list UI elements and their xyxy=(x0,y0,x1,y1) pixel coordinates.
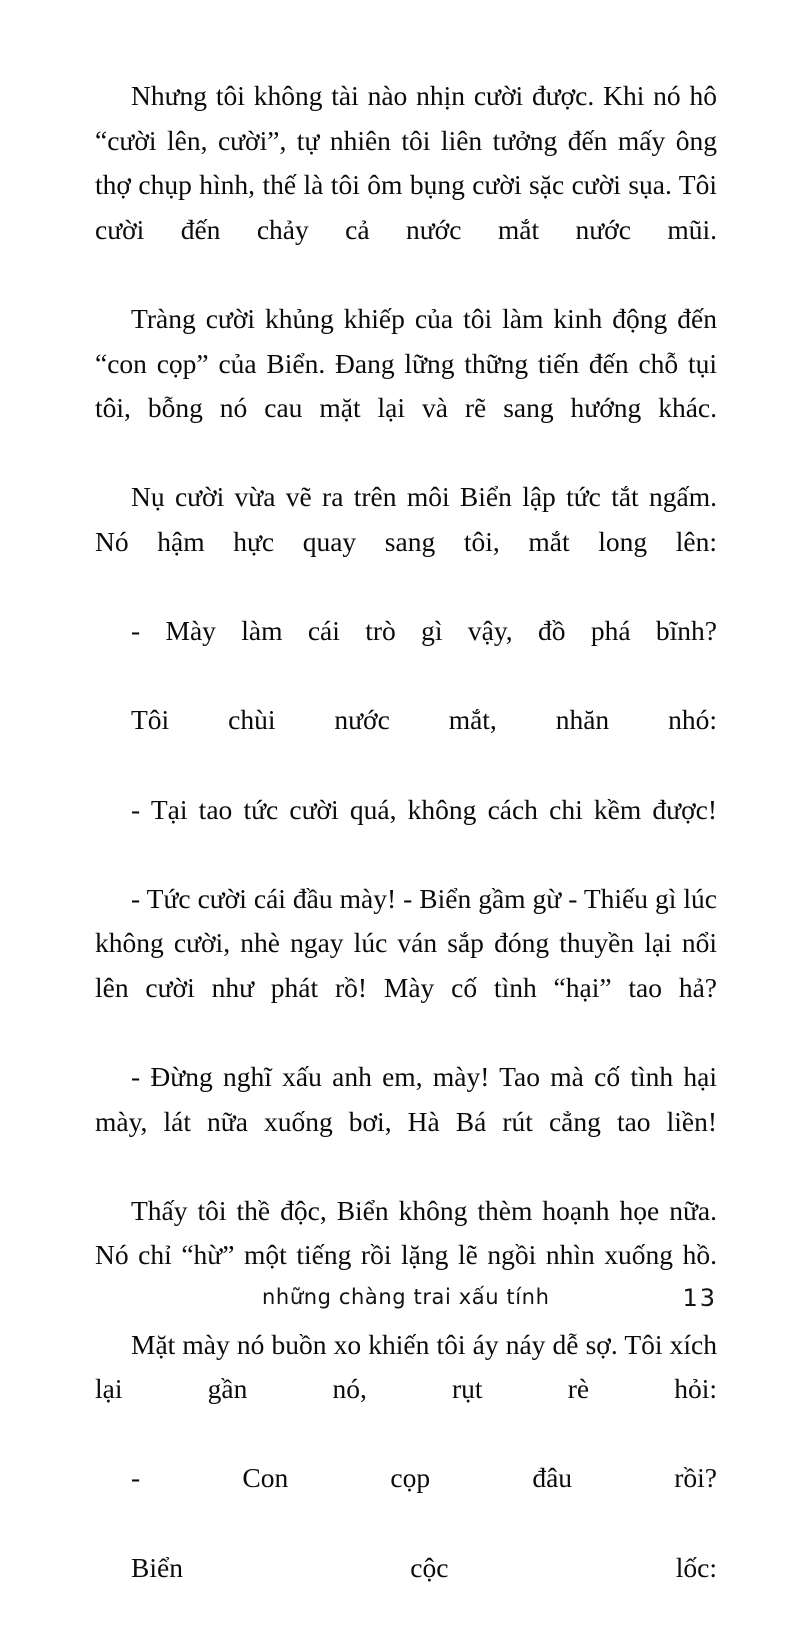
paragraph: Thấy tôi thề độc, Biển không thèm hoạnh họe nữa. Nó chỉ “hừ” một tiếng rồi lặng lẽ ngồi nhìn xuống hồ. xyxy=(95,1194,717,1271)
dialogue-line: - Mày làm cái trò gì vậy, đồ phá bĩnh? xyxy=(131,615,717,647)
page-footer xyxy=(95,1285,717,1325)
paragraph: Tràng cười khủng khiếp của tôi làm kinh động đến “con cọp” của Biển. Đang lững thững tiến đến chỗ tụi tôi, bỗng nó cau mặt lại và rẽ sang hướng khác. xyxy=(95,302,717,424)
paragraph: Mặt mày nó buồn xo khiến tôi áy náy dễ sợ. Tôi xích lại gần nó, rụt rè hỏi: xyxy=(95,1328,717,1405)
paragraph: Nhưng tôi không tài nào nhịn cười được. Khi nó hô “cười lên, cười”, tự nhiên tôi liên tưởng đến mấy ông thợ chụp hình, thế là tôi ôm bụng cười sặc cười sụa. Tôi cười đến chảy cả nước mắt nước mũi. xyxy=(95,80,717,245)
paragraph: Nụ cười vừa vẽ ra trên môi Biển lập tức tắt ngấm. Nó hậm hực quay sang tôi, mắt long lên: xyxy=(95,481,717,557)
page-text-block xyxy=(95,74,717,1635)
dialogue-line: - Con cọp đâu rồi? xyxy=(131,1462,717,1494)
dialogue-line: - Tức cười cái đầu mày! - Biển gầm gừ - Thiếu gì lúc không cười, nhè ngay lúc ván sắp đóng thuyền lại nổi lên cười như phát rồ! Mày cố tình “hại” tao hả? xyxy=(95,882,717,1003)
paragraph: Tôi chùi nước mắt, nhăn nhó: xyxy=(131,704,717,736)
running-title: những chàng trai xấu tính xyxy=(262,1285,550,1309)
paragraph: Biển cộc lốc: xyxy=(131,1551,717,1583)
dialogue-line: - Đừng nghĩ xấu anh em, mày! Tao mà cố tình hại mày, lát nữa xuống bơi, Hà Bá rút cẳng tao liền! xyxy=(95,1061,717,1137)
dialogue-line: - Tại tao tức cười quá, không cách chi kềm được! xyxy=(131,793,717,825)
page-number: 13 xyxy=(682,1284,717,1312)
